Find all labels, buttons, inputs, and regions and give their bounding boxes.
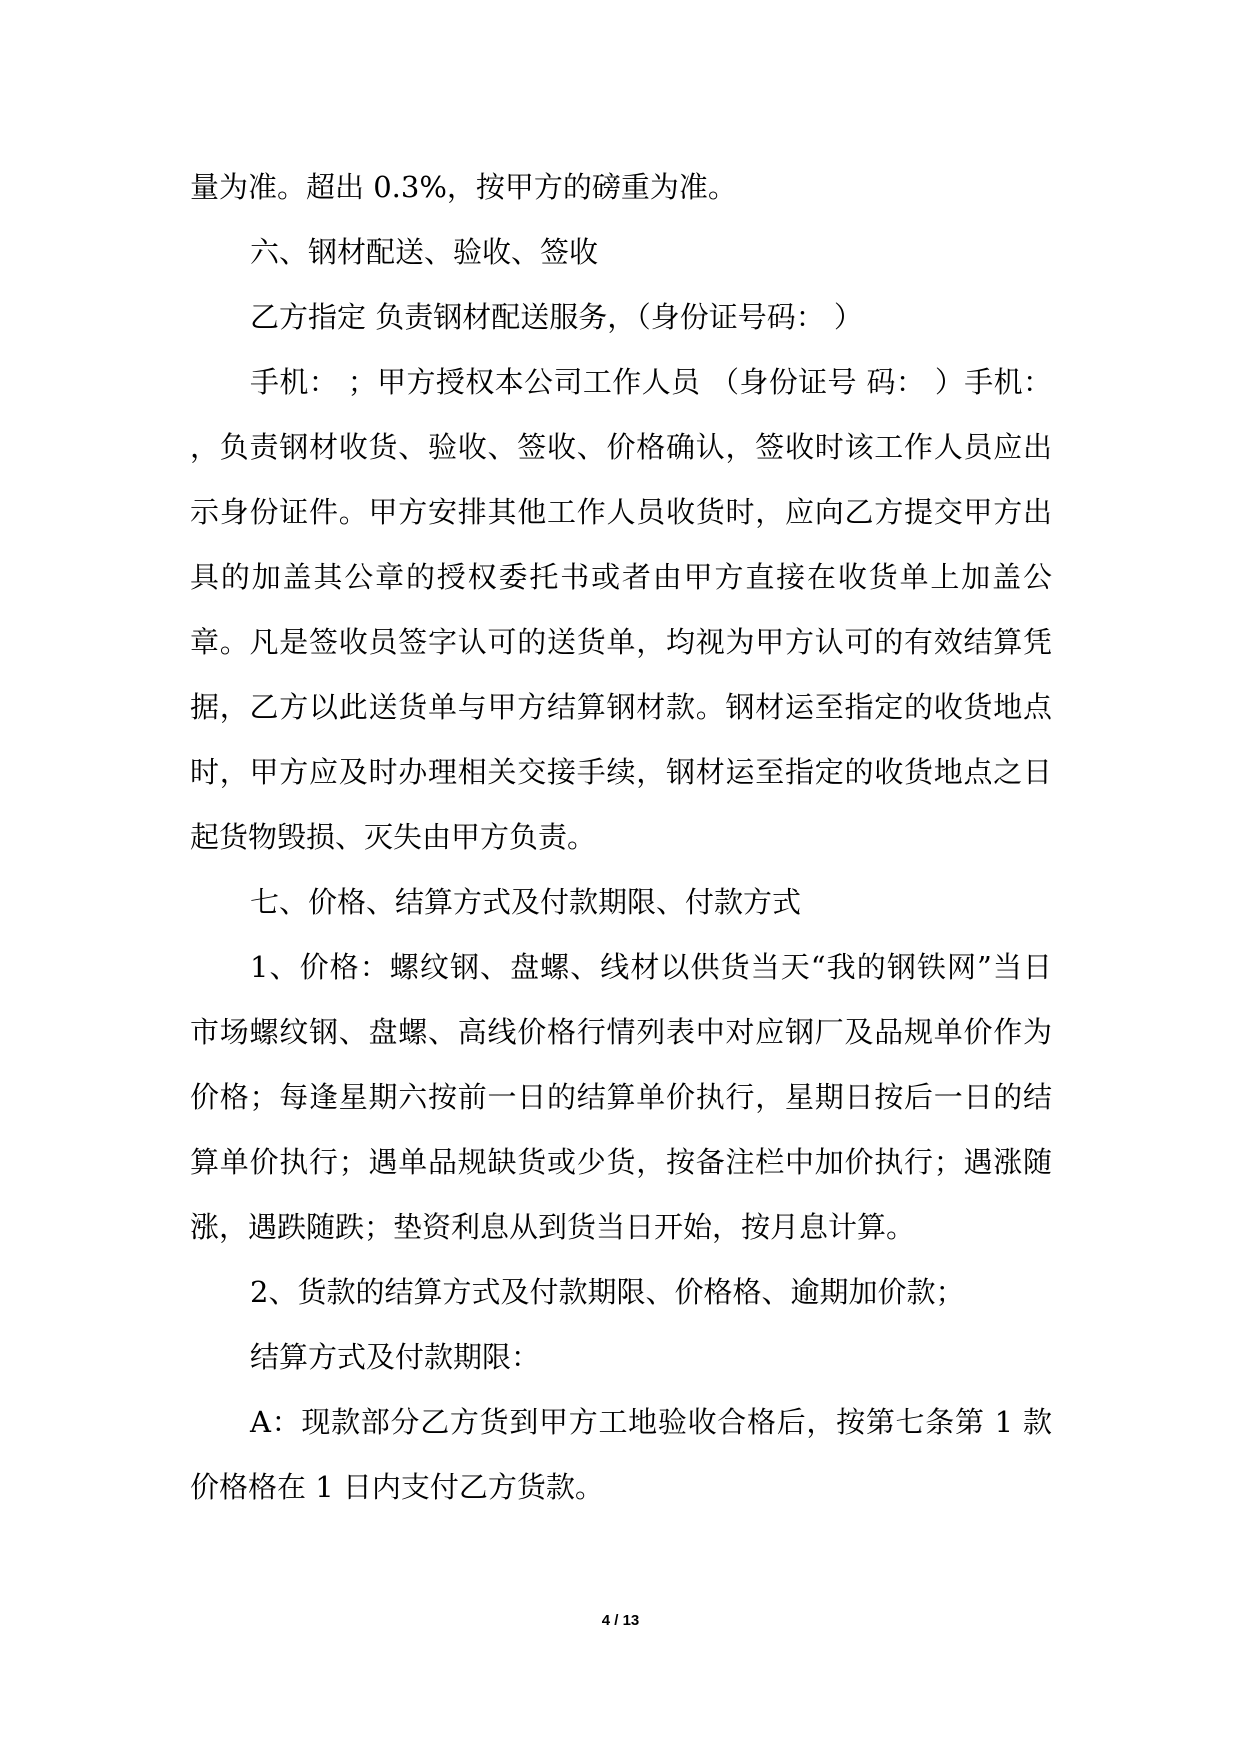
paragraph-delivery-designee: 乙方指定 负责钢材配送服务，（身份证号码： ）: [250, 300, 863, 334]
section-heading-pricing: 七、价格、结算方式及付款期限、付款方式: [250, 885, 802, 919]
paragraph-weight-standard: 量为准。超出 0.3%，按甲方的磅重为准。: [190, 170, 737, 204]
document-body: [190, 155, 1052, 1520]
paragraph-price-clause: 1、价格：螺纹钢、盘螺、线材以供货当天“我的钢铁网”当日 市场螺纹钢、盘螺、高线价格行情列表中对应钢厂及品规单价作为价格；每逢星期六按前一日的结算单价执行，星期日按后一日的结算单价执行；遇单品规缺货或少货，按备注栏中加价执行；遇涨随涨，遇跌随跌；垫资利息从到货当日开始，按月息计算。: [190, 950, 1052, 1244]
paragraph-settlement-heading: 2、货款的结算方式及付款期限、价格格、逾期加价款；: [250, 1275, 965, 1309]
paragraph-settlement-terms: 结算方式及付款期限：: [250, 1340, 541, 1374]
page-number: 4 / 13: [601, 1612, 640, 1629]
paragraph-receiving-authorization: 手机： ；甲方授权本公司工作人员 （身份证号 码： ）手机： ，负责钢材收货、验收、签收、价格确认，签收时该工作人员应出示身份证件。甲方安排其他工作人员收货时，应向乙方提交甲方出具的加盖其公章的授权委托书或者由甲方直接在收货单上加盖公章。凡是签收员签字认可的送货单，均视为甲方认可的有效结算凭据，乙方以此送货单与甲方结算钢材款。钢材运至指定的收货地点时，甲方应及时办理相关交接手续，钢材运至指定的收货地点之日起货物毁损、灭失由甲方负责。: [190, 365, 1052, 854]
section-heading-delivery: 六、钢材配送、验收、签收: [250, 235, 599, 269]
paragraph-cash-payment: A：现款部分乙方货到甲方工地验收合格后，按第七条第 1 款价格格在 1 日内支付乙方货款。: [190, 1405, 1052, 1504]
